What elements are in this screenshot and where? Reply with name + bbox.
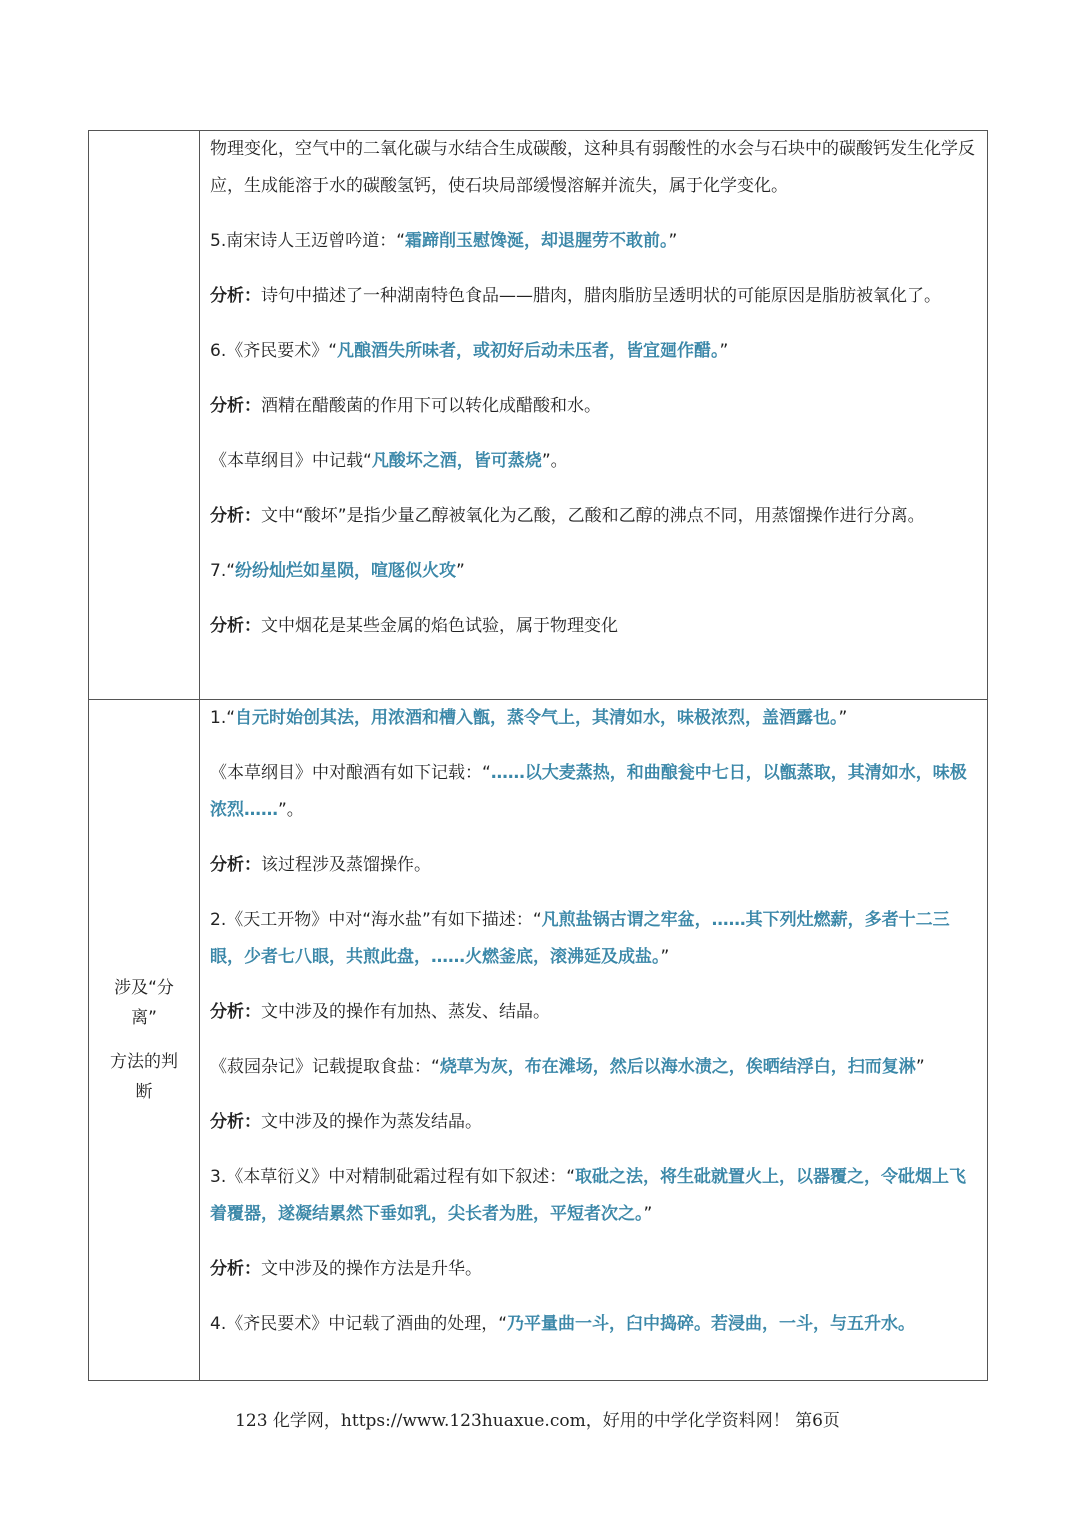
body-text: ” xyxy=(838,708,848,728)
row2-content-cell xyxy=(200,700,988,1381)
body-text: 文中“酸坏”是指少量乙醇被氧化为乙酸，乙酸和乙醇的沸点不同，用蒸馏操作进行分离。 xyxy=(261,506,925,526)
paragraph xyxy=(210,1049,981,1086)
analysis-label: 分析： xyxy=(210,286,261,306)
paragraph xyxy=(210,1306,981,1343)
paragraph xyxy=(210,1251,981,1288)
paragraph xyxy=(210,131,981,205)
body-text: ” xyxy=(643,1204,653,1224)
body-text: ” xyxy=(915,1057,925,1077)
paragraph xyxy=(210,388,981,425)
body-text: 6.《齐民要术》“ xyxy=(210,341,338,361)
row2-category-cell xyxy=(89,700,200,1381)
body-text: 文中涉及的操作有加热、蒸发、结晶。 xyxy=(261,1002,550,1022)
quoted-text: 凡酿酒失所味者，或初好后动未压者，皆宜廻作醋。 xyxy=(337,341,720,361)
quoted-text: ……以大麦蒸热，和曲酿瓮中七日，以甑蒸取，其清如水，味极浓烈…… xyxy=(210,763,967,820)
quoted-text: 霜蹄削玉慰馋涎，却退腥劳不敢前。 xyxy=(405,231,669,251)
table-row xyxy=(89,700,988,1381)
paragraph xyxy=(210,1159,981,1233)
body-text: 7.“ xyxy=(210,561,236,581)
body-text: 《本草纲目》中记载“ xyxy=(210,451,372,471)
body-text: 5.南宋诗人王迈曾吟道：“ xyxy=(210,231,406,251)
analysis-label: 分析： xyxy=(210,1259,261,1279)
body-text: ”。 xyxy=(278,800,304,820)
analysis-label: 分析： xyxy=(210,1112,261,1132)
paragraph xyxy=(210,553,981,590)
category-label-line: 离” xyxy=(131,1008,157,1028)
analysis-label: 分析： xyxy=(210,396,261,416)
analysis-label: 分析： xyxy=(210,616,261,636)
paragraph xyxy=(210,755,981,829)
body-text: 《本草纲目》中对酿酒有如下记载：“ xyxy=(210,763,491,783)
paragraph xyxy=(210,498,981,535)
quoted-text: 纷纷灿烂如星陨，喧豗似火攻 xyxy=(235,561,457,581)
paragraph xyxy=(210,223,981,260)
body-text: ” xyxy=(456,561,465,581)
body-text: ”。 xyxy=(541,451,568,471)
category-label-line xyxy=(89,1033,199,1047)
body-text: ” xyxy=(719,341,729,361)
analysis-label: 分析： xyxy=(210,506,261,526)
paragraph xyxy=(210,278,981,315)
page-footer: 123 化学网，https://www.123huaxue.com，好用的中学化学资料网！ 第6页 xyxy=(235,1411,840,1431)
quoted-text: 取砒之法，将生砒就置火上，以器覆之，令砒烟上飞着覆器，遂凝结累然下垂如乳，尖长者为胜，平短者次之。 xyxy=(210,1167,967,1224)
body-text: 3.《本草衍义》中对精制砒霜过程有如下叙述：“ xyxy=(210,1167,576,1187)
analysis-label: 分析： xyxy=(210,855,261,875)
body-text: 该过程涉及蒸馏操作。 xyxy=(261,855,431,875)
quoted-text: 自元时始创其法，用浓酒和槽入甑，蒸令气上，其清如水，味极浓烈，盖酒露也。 xyxy=(235,708,839,728)
paragraph xyxy=(210,700,981,737)
body-text: 文中涉及的操作方法是升华。 xyxy=(261,1259,482,1279)
category-label-line: 涉及“分 xyxy=(114,978,174,998)
body-text: 文中涉及的操作为蒸发结晶。 xyxy=(261,1112,482,1132)
category-label-line: 方法的判 xyxy=(110,1052,178,1072)
body-text: 4.《齐民要术》中记载了酒曲的处理，“ xyxy=(210,1314,508,1334)
quoted-text: 凡煎盐锅古谓之牢盆，……其下列灶燃薪，多者十二三眼，少者七八眼，共煎此盘，……火燃釜底，滚沸延及成盐。 xyxy=(210,910,950,967)
body-text: 《菽园杂记》记载提取食盐：“ xyxy=(210,1057,440,1077)
paragraph xyxy=(210,333,981,370)
paragraph xyxy=(210,1104,981,1141)
category-label-line: 断 xyxy=(135,1082,153,1102)
body-text: 酒精在醋酸菌的作用下可以转化成醋酸和水。 xyxy=(261,396,601,416)
body-text: ” xyxy=(668,231,678,251)
body-text: 诗句中描述了一种湖南特色食品——腊肉，腊肉脂肪呈透明状的可能原因是脂肪被氧化了。 xyxy=(261,286,941,306)
row1-left-cell xyxy=(89,131,200,700)
body-text: ” xyxy=(660,947,670,967)
analysis-label: 分析： xyxy=(210,1002,261,1022)
table-row xyxy=(89,131,988,700)
quoted-text: 烧草为灰，布在滩场，然后以海水渍之，俟晒结浮白，扫而复淋 xyxy=(439,1057,916,1077)
quoted-text: 乃平量曲一斗，臼中捣碎。若浸曲，一斗，与五升水。 xyxy=(507,1314,916,1334)
body-text: 1.“ xyxy=(210,708,236,728)
body-text: 物理变化，空气中的二氧化碳与水结合生成碳酸，这种具有弱酸性的水会与石块中的碳酸钙发生化学反应，生成能溶于水的碳酸氢钙，使石块局部缓慢溶解并流失，属于化学变化。 xyxy=(210,139,975,196)
paragraph xyxy=(210,994,981,1031)
body-text: 2.《天工开物》中对“海水盐”有如下描述：“ xyxy=(210,910,542,930)
paragraph xyxy=(210,902,981,976)
row1-content-cell xyxy=(200,131,988,700)
paragraph xyxy=(210,608,981,645)
paragraph xyxy=(210,443,981,480)
quoted-text: 凡酸坏之酒，皆可蒸烧 xyxy=(371,451,542,471)
body-text: 文中烟花是某些金属的焰色试验，属于物理变化 xyxy=(261,616,618,636)
paragraph xyxy=(210,847,981,884)
content-table xyxy=(88,130,988,1381)
